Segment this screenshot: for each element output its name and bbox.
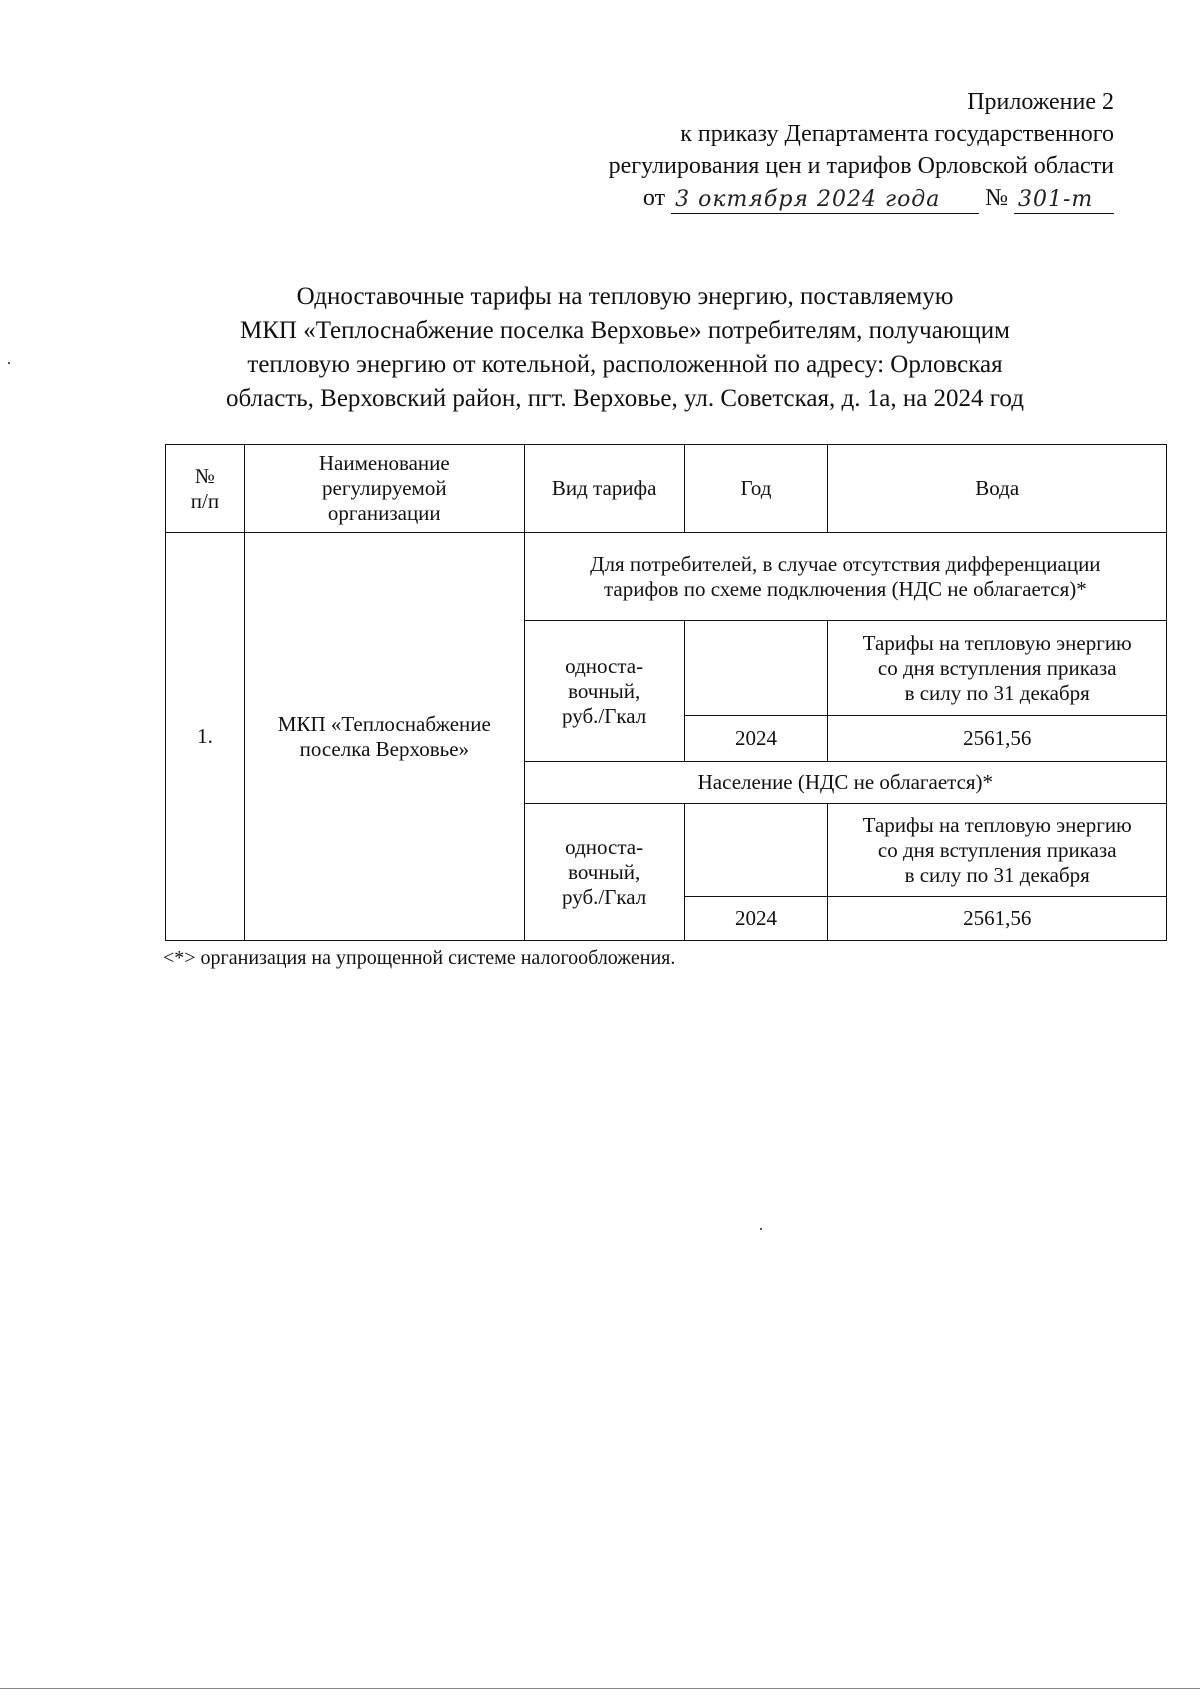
section-consumers-line-2: тарифов по схеме подключения (НДС не облагается)*	[603, 576, 1087, 601]
year-consumers: 2024	[684, 716, 828, 762]
header-year: Год	[684, 445, 828, 533]
header-org-line-1: Наименование	[318, 451, 450, 475]
table-row	[166, 533, 1167, 621]
appendix-header	[414, 86, 1114, 214]
document-title	[150, 280, 1100, 416]
period-line-1: Тарифы на тепловую энергию	[862, 630, 1132, 655]
tariff-type-line-3: руб./Гкал	[562, 884, 647, 909]
header-org-line-2: регулируемой	[322, 476, 447, 500]
handwritten-date: 3 октября 2024 года	[671, 187, 979, 214]
title-line-1: Одноставочные тарифы на тепловую энергию, поставляемую	[296, 283, 954, 310]
header-water: Вода	[828, 445, 1167, 533]
tariff-type-line-1: односта-	[565, 834, 644, 859]
scan-artifact	[8, 362, 10, 364]
tariff-type-line-2: вочный,	[568, 859, 641, 884]
period-line-2: со дня вступления приказа	[877, 655, 1117, 680]
number-label: №	[985, 185, 1008, 211]
header-org-line-3: организации	[327, 501, 441, 525]
year-empty-cell	[684, 804, 828, 897]
tariff-type-line-1: односта-	[565, 653, 644, 678]
period-line-2: со дня вступления приказа	[877, 837, 1117, 862]
appendix-department-line: регулирования цен и тарифов Орловской области	[608, 153, 1114, 179]
tariff-type-consumers	[524, 621, 684, 762]
header-number-sign: №	[194, 463, 215, 488]
title-line-4: область, Верховский район, пгт. Верховье, ул. Советская, д. 1а, на 2024 год	[226, 385, 1024, 412]
period-line-3: в силу по 31 декабря	[904, 862, 1090, 887]
handwritten-number: 301-т	[1014, 187, 1114, 214]
period-line-1: Тарифы на тепловую энергию	[862, 812, 1132, 837]
appendix-order-line: к приказу Департамента государственного	[680, 121, 1114, 147]
value-population: 2561,56	[828, 897, 1167, 941]
tariff-type-population	[524, 804, 684, 941]
appendix-title: Приложение 2	[967, 89, 1114, 115]
year-population: 2024	[684, 897, 828, 941]
footnote: <*> организация на упрощенной системе налогообложения.	[163, 947, 676, 969]
title-line-2: МКП «Теплоснабжение поселка Верховье» потребителям, получающим	[240, 317, 1010, 344]
value-consumers: 2561,56	[828, 716, 1167, 762]
header-tariff-type: Вид тарифа	[524, 445, 684, 533]
year-empty-cell	[684, 621, 828, 716]
tariff-type-line-3: руб./Гкал	[562, 703, 647, 728]
scan-artifact	[760, 1228, 762, 1230]
header-number	[166, 445, 245, 533]
from-label: от	[642, 185, 666, 211]
section-consumers	[524, 533, 1166, 621]
table-header-row	[166, 445, 1167, 533]
section-population: Население (НДС не облагается)*	[524, 762, 1166, 804]
title-line-3: тепловую энергию от котельной, расположенной по адресу: Орловская	[247, 351, 1003, 378]
row-org-line-2: поселка Верховье»	[299, 736, 470, 761]
tariff-period-consumers	[828, 621, 1167, 716]
appendix-date-number-line	[414, 182, 1114, 214]
tariff-period-population	[828, 804, 1167, 897]
tariff-table	[165, 444, 1167, 941]
row-org-line-1: МКП «Теплоснабжение	[277, 711, 491, 736]
period-line-3: в силу по 31 декабря	[904, 680, 1090, 705]
scan-edge-line	[0, 1688, 1200, 1689]
header-organization	[244, 445, 524, 533]
row-organization	[244, 533, 524, 941]
section-consumers-line-1: Для потребителей, в случае отсутствия дифференциации	[590, 551, 1101, 576]
tariff-type-line-2: вочный,	[568, 678, 641, 703]
row-number: 1.	[166, 533, 245, 941]
header-number-abbr: п/п	[190, 488, 220, 513]
